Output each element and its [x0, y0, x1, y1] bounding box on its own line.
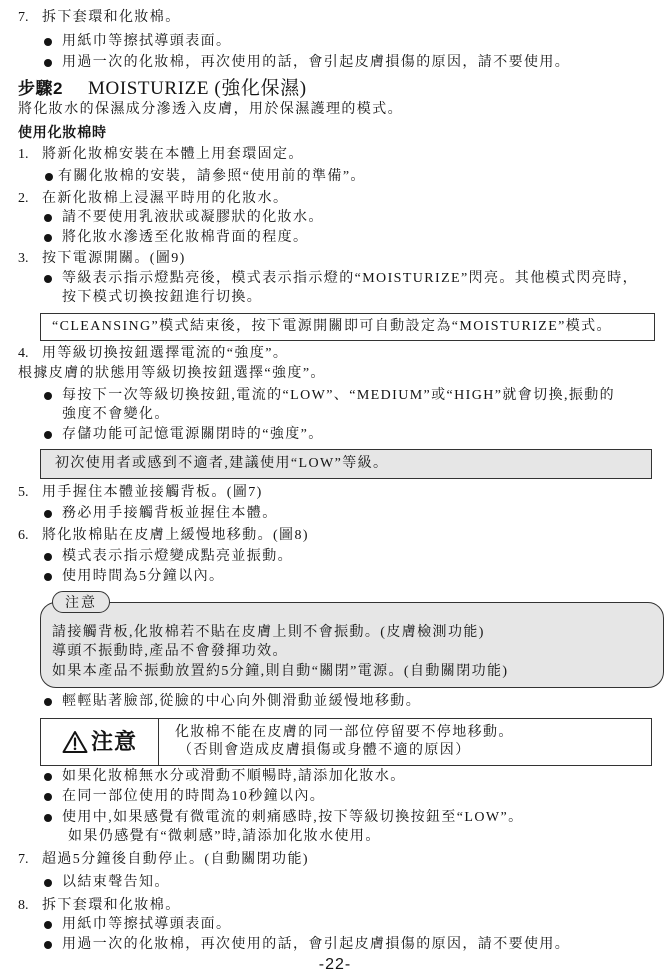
- bullet-item: 每按下一次等級切換按鈕,電流的“LOW”、“MEDIUM”或“HIGH”就會切換,振動的: [42, 386, 615, 406]
- bullet-item: 存儲功能可記憶電源關閉時的“強度”。: [42, 425, 324, 445]
- warning-label: 注意: [90, 729, 137, 754]
- step-item: [18, 249, 186, 269]
- step-number: 6.: [18, 528, 29, 543]
- step-subtext: 根據皮膚的狀態用等級切換按鈕選擇“強度”。: [18, 366, 326, 381]
- step-number: 4.: [18, 346, 29, 361]
- warning-triangle-icon: [62, 730, 88, 754]
- step-item: [18, 8, 181, 28]
- step-number: 5.: [18, 485, 29, 500]
- step-title: 用手握住本體並接觸背板。(圖7): [42, 485, 263, 500]
- caution-box: [40, 602, 664, 688]
- bullet-continuation: 按下模式切換按鈕進行切換。: [62, 290, 263, 305]
- bullet-item: 務必用手接觸背板並握住本體。: [42, 504, 278, 524]
- step-title: 按下電源開關。(圖9): [42, 251, 186, 266]
- warning-box: [40, 718, 652, 766]
- step-title: 將化妝棉貼在皮膚上緩慢地移動。(圖8): [42, 528, 309, 543]
- step-number: 7.: [18, 10, 29, 25]
- step-number: 8.: [18, 898, 29, 913]
- step-number: 3.: [18, 251, 29, 266]
- bullet-item: 使用中,如果感覺有微電流的刺痛感時,按下等級切換按鈕至“LOW”。: [42, 808, 524, 828]
- step-title: 超過5分鐘後自動停止。(自動關閉功能): [42, 852, 309, 867]
- step-item: [18, 896, 181, 916]
- bullet-continuation: 如果仍感覺有“微刺感”時,請添加化妝水使用。: [68, 829, 381, 844]
- step-number: 2.: [18, 191, 29, 206]
- tip-box: [40, 449, 652, 479]
- bullet-item: 有關化妝棉的安裝，請參照“使用前的準備”。: [43, 167, 366, 187]
- step-title: 在新化妝棉上浸濕平時用的化妝水。: [42, 191, 289, 206]
- step-title: 拆下套環和化妝棉。: [42, 10, 181, 25]
- step-title: 將新化妝棉安裝在本體上用套環固定。: [42, 147, 304, 162]
- bullet-item: 請不要使用乳液狀或凝膠狀的化妝水。: [42, 208, 324, 228]
- info-box: [40, 313, 655, 341]
- bullet-item: 在同一部位使用的時間為10秒鐘以內。: [42, 787, 325, 807]
- bullet-item: 用過一次的化妝棉，再次使用的話，會引起皮膚損傷的原因，請不要使用。: [42, 53, 570, 73]
- step-item: [18, 483, 263, 503]
- step-item: [18, 189, 288, 209]
- bullet-item: 如果化妝棉無水分或滑動不順暢時,請添加化妝水。: [42, 767, 406, 787]
- tip-box-text: 初次使用者或感到不適者,建議使用“LOW”等級。: [55, 456, 389, 471]
- step-label: 步驟2: [18, 79, 63, 98]
- info-box-text: “CLEANSING”模式結束後，按下電源開關即可自動設定為“MOISTURIZE”模式。: [52, 319, 612, 334]
- bullet-item: 將化妝水滲透至化妝棉背面的程度。: [42, 228, 308, 248]
- warning-text: （否則會造成皮膚損傷或身體不適的原因）: [178, 743, 471, 758]
- mode-title: MOISTURIZE (強化保濕): [88, 78, 307, 99]
- step-number: 7.: [18, 852, 29, 867]
- page-number: -22-: [318, 956, 352, 973]
- section-heading: [18, 77, 307, 101]
- warning-text: 化妝棉不能在皮膚的同一部位停留要不停地移動。: [175, 725, 514, 740]
- step-number: 1.: [18, 147, 29, 162]
- step-item: [18, 850, 309, 870]
- step-item: [18, 526, 309, 546]
- caution-tab: 注意: [52, 591, 110, 613]
- bullet-item: 使用時間為5分鐘以內。: [42, 567, 224, 587]
- step-item: [18, 344, 288, 364]
- subheading: 使用化妝棉時: [18, 124, 107, 140]
- step-title: 用等級切換按鈕選擇電流的“強度”。: [42, 346, 289, 361]
- caution-text: 如果本產品不振動放置約5分鐘,則自動“關閉”電源。(自動關閉功能): [52, 664, 509, 679]
- bullet-item: 用過一次的化妝棉，再次使用的話，會引起皮膚損傷的原因，請不要使用。: [42, 935, 570, 955]
- caution-text: 請接觸背板,化妝棉若不貼在皮膚上則不會振動。(皮膚檢測功能): [52, 625, 485, 640]
- warning-label-cell: [41, 719, 159, 765]
- step-item: [18, 145, 304, 165]
- section-description: 將化妝水的保濕成分滲透入皮膚，用於保濕護理的模式。: [18, 102, 403, 117]
- step-title: 拆下套環和化妝棉。: [42, 898, 181, 913]
- bullet-item: 等級表示指示燈點亮後，模式表示指示燈的“MOISTURIZE”閃亮。其他模式閃亮時，: [42, 269, 638, 289]
- bullet-item: 以結束聲告知。: [42, 873, 170, 893]
- bullet-item: 用紙巾等擦拭導頭表面。: [42, 32, 231, 52]
- bullet-item: 用紙巾等擦拭導頭表面。: [42, 915, 231, 935]
- bullet-continuation: 強度不會變化。: [62, 407, 170, 422]
- bullet-item: 輕輕貼著臉部,從臉的中心向外側滑動並緩慢地移動。: [42, 692, 421, 712]
- bullet-item: 模式表示指示燈變成點亮並振動。: [42, 547, 293, 567]
- caution-text: 導頭不振動時,產品不會發揮功效。: [52, 644, 288, 659]
